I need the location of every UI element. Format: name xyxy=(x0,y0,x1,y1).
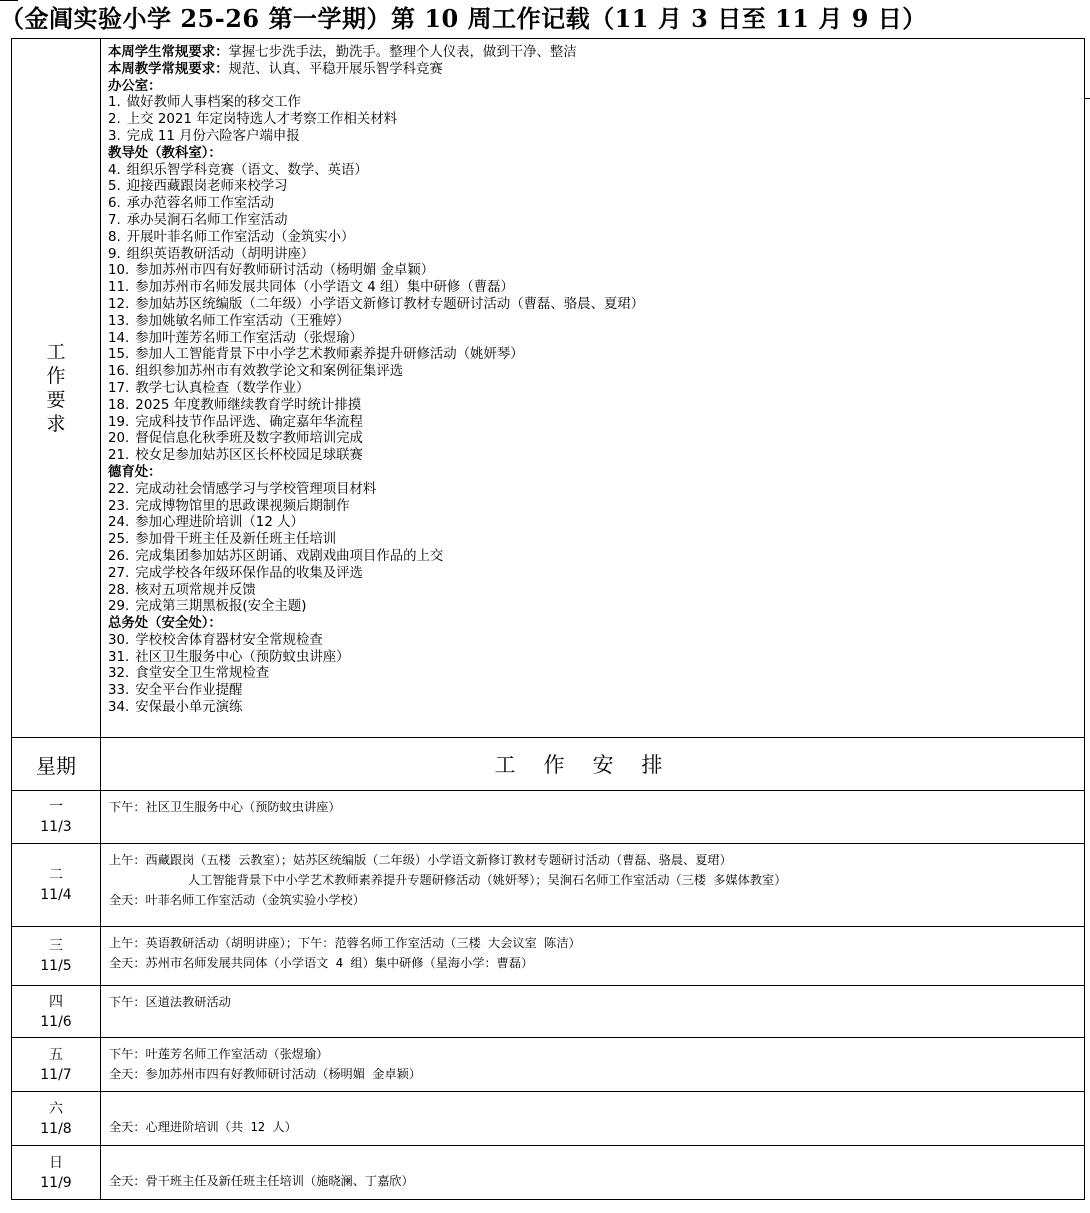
day-plan xyxy=(101,1146,1085,1200)
item-text: 社区卫生服务中心（预防蚊虫讲座） xyxy=(135,649,350,665)
requirement-item xyxy=(108,431,1078,448)
plan-line: 上午：西藏跟岗（五楼 云教室）；姑苏区统编版（二年级）小学语文新修订教材专题研讨活动（曹磊、骆晨、夏珺） xyxy=(109,853,732,867)
day-plan xyxy=(101,791,1085,844)
item-number: 31. xyxy=(108,649,130,665)
date: 11/9 xyxy=(40,1174,72,1191)
item-number: 33. xyxy=(108,683,130,699)
plan-line: 下午：社区卫生服务中心（预防蚊虫讲座） xyxy=(109,800,341,814)
item-number: 2. xyxy=(108,112,121,128)
requirements-body xyxy=(101,39,1085,738)
item-text: 参加人工智能背景下中小学艺术教师素养提升研修活动（姚妍琴） xyxy=(135,347,524,363)
requirement-item xyxy=(108,213,1078,230)
day-cell xyxy=(12,791,101,844)
weekday: 四 xyxy=(49,993,63,1010)
day-cell xyxy=(12,1038,101,1092)
section-heading xyxy=(108,465,1078,482)
label-char: 工 xyxy=(46,341,66,363)
item-text: 参加苏州市名师发展共同体（小学语文 4 组）集中研修（曹磊） xyxy=(135,280,514,296)
requirement-item xyxy=(108,179,1078,196)
item-text: 完成集团参加姑苏区朗诵、戏剧戏曲项目作品的上交 xyxy=(135,548,444,564)
day-plan xyxy=(101,986,1085,1038)
day-cell xyxy=(12,1092,101,1146)
item-number: 1. xyxy=(108,95,121,111)
item-number: 19. xyxy=(108,414,130,430)
plan-line: 上午：英语教研活动（胡明讲座）；下午：范蓉名师工作室活动（三楼 大会议室 陈洁） xyxy=(109,936,581,950)
requirement-item xyxy=(108,196,1078,213)
plan-line: 全天：心理进阶培训（共 12 人） xyxy=(109,1120,297,1134)
requirement-item xyxy=(108,650,1078,667)
day-row xyxy=(12,1146,1085,1200)
item-number: 12. xyxy=(108,296,130,312)
teaching-text: 规范、认真、平稳开展乐智学科竞赛 xyxy=(228,61,443,77)
student-requirement xyxy=(108,45,1078,62)
requirement-item xyxy=(108,230,1078,247)
requirement-item xyxy=(108,666,1078,683)
item-text: 安全平台作业提醒 xyxy=(135,683,243,699)
date: 11/7 xyxy=(40,1066,72,1083)
item-text: 承办吴涧石名师工作室活动 xyxy=(126,212,288,228)
day-cell xyxy=(12,1146,101,1200)
requirements-label xyxy=(12,39,101,738)
requirement-item xyxy=(108,599,1078,616)
day-row xyxy=(12,1038,1085,1092)
label-char: 要 xyxy=(46,389,66,411)
requirement-item xyxy=(108,331,1078,348)
requirement-item xyxy=(108,448,1078,465)
item-number: 15. xyxy=(108,347,130,363)
student-text: 掌握七步洗手法，勤洗手。整理个人仪表，做到干净、整洁 xyxy=(228,45,577,60)
item-number: 23. xyxy=(108,498,130,514)
date: 11/4 xyxy=(40,887,72,903)
item-number: 16. xyxy=(108,364,130,380)
plan-line: 人工智能背景下中小学艺术教师素养提升专题研修活动（姚妍琴）；吴涧石名师工作室活动（三楼 多媒体教室） xyxy=(188,873,787,887)
requirement-item xyxy=(108,700,1078,717)
item-text: 组织英语教研活动（胡明讲座） xyxy=(126,246,315,262)
requirement-item xyxy=(108,247,1078,264)
item-text: 完成动社会情感学习与学校管理项目材料 xyxy=(135,481,377,497)
plan-line: 全天：叶菲名师工作室活动（金筑实验小学校） xyxy=(109,893,365,907)
page-title: （金阊实验小学 25-26 第一学期）第 10 周工作记载（11 月 3 日至 11 月 9 日） xyxy=(0,4,927,33)
plan-line: 下午：区道法教研活动 xyxy=(109,995,231,1009)
date: 11/8 xyxy=(40,1120,72,1137)
day-row xyxy=(12,927,1085,986)
item-number: 26. xyxy=(108,548,130,564)
requirement-item xyxy=(108,683,1078,700)
weekday-header: 星期 xyxy=(12,738,101,791)
item-text: 完成博物馆里的思政课视频后期制作 xyxy=(135,498,350,514)
item-number: 28. xyxy=(108,582,130,598)
requirement-item xyxy=(108,566,1078,583)
item-number: 22. xyxy=(108,481,130,497)
item-number: 34. xyxy=(108,700,130,716)
section-heading-text: 总务处（安全处）： xyxy=(108,616,222,632)
department-sections xyxy=(108,79,1078,717)
student-label: 本周学生常规要求： xyxy=(108,45,229,60)
requirement-item xyxy=(108,482,1078,499)
item-number: 3. xyxy=(108,128,121,144)
day-row xyxy=(12,791,1085,844)
section-heading xyxy=(108,79,1078,96)
day-plan xyxy=(101,927,1085,986)
requirement-item xyxy=(108,583,1078,600)
item-text: 2025 年度教师继续教育学时统计排摸 xyxy=(135,397,362,413)
item-number: 30. xyxy=(108,632,130,648)
item-number: 17. xyxy=(108,380,130,396)
day-cell xyxy=(12,844,101,927)
item-text: 学校校舍体育器材安全常规检查 xyxy=(135,632,323,648)
requirement-item xyxy=(108,532,1078,549)
work-record-table xyxy=(11,38,1085,1200)
item-text: 食堂安全卫生常规检查 xyxy=(135,666,270,682)
item-text: 校女足参加姑苏区区长杯校园足球联赛 xyxy=(135,448,363,464)
requirement-item xyxy=(108,549,1078,566)
plan-line: 全天：苏州市名师发展共同体（小学语文 4 组）集中研修（星海小学：曹磊） xyxy=(109,956,534,970)
requirement-item xyxy=(108,515,1078,532)
weekday: 日 xyxy=(49,1154,63,1171)
plan-line: 下午：叶莲芳名师工作室活动（张煜瑜） xyxy=(109,1047,329,1061)
requirement-item xyxy=(108,263,1078,280)
plan-line: 全天：骨干班主任及新任班主任培训（施晓澜、丁嘉欣） xyxy=(109,1174,414,1188)
item-number: 4. xyxy=(108,162,121,178)
requirement-item xyxy=(108,280,1078,297)
item-text: 教学七认真检查（数学作业） xyxy=(135,380,310,396)
requirement-item xyxy=(108,364,1078,381)
item-text: 开展叶菲名师工作室活动（金筑实小） xyxy=(126,229,355,245)
weekday: 二 xyxy=(49,867,63,883)
item-number: 29. xyxy=(108,599,130,615)
item-number: 24. xyxy=(108,515,130,531)
schedule-header-row xyxy=(12,738,1085,791)
requirement-item xyxy=(108,381,1078,398)
requirements-row xyxy=(12,39,1085,738)
item-text: 组织参加苏州市有效教学论文和案例征集评选 xyxy=(135,364,404,380)
weekday: 一 xyxy=(49,799,63,815)
item-number: 11. xyxy=(108,280,130,296)
day-plan xyxy=(101,844,1085,927)
item-text: 承办范蓉名师工作室活动 xyxy=(126,196,275,212)
day-plan xyxy=(101,1092,1085,1146)
requirement-item xyxy=(108,415,1078,432)
section-heading-text: 德育处： xyxy=(108,464,162,480)
item-text: 参加姚敏名师工作室活动（王雅婷） xyxy=(135,313,350,329)
day-plan xyxy=(101,1038,1085,1092)
item-text: 参加姑苏区统编版（二年级）小学语文新修订教材专题研讨活动（曹磊、骆晨、夏珺） xyxy=(135,296,645,312)
item-number: 21. xyxy=(108,448,130,464)
item-text: 完成科技节作品评选、确定嘉年华流程 xyxy=(135,414,363,430)
item-number: 20. xyxy=(108,431,130,447)
item-text: 迎接西藏跟岗老师来校学习 xyxy=(126,179,288,195)
item-number: 5. xyxy=(108,179,121,195)
item-number: 25. xyxy=(108,532,130,548)
section-heading xyxy=(108,616,1078,633)
requirement-item xyxy=(108,633,1078,650)
day-cell xyxy=(12,927,101,986)
teaching-requirement xyxy=(108,62,1078,79)
item-text: 做好教师人事档案的移交工作 xyxy=(126,95,301,111)
item-text: 核对五项常规并反馈 xyxy=(135,582,256,598)
requirement-item xyxy=(108,398,1078,415)
item-text: 完成第三期黑板报(安全主题) xyxy=(135,599,307,615)
date: 11/6 xyxy=(40,1013,72,1030)
item-text: 参加骨干班主任及新任班主任培训 xyxy=(135,532,337,548)
item-number: 18. xyxy=(108,397,130,413)
item-number: 9. xyxy=(108,246,121,262)
item-number: 14. xyxy=(108,330,130,346)
item-number: 6. xyxy=(108,196,121,212)
section-heading-text: 办公室： xyxy=(108,78,162,94)
item-number: 10. xyxy=(108,263,130,279)
requirement-item xyxy=(108,129,1078,146)
item-text: 上交 2021 年定岗特选人才考察工作相关材料 xyxy=(126,112,398,128)
item-text: 组织乐智学科竞赛（语文、数学、英语） xyxy=(126,162,368,178)
day-row xyxy=(12,986,1085,1038)
requirement-item xyxy=(108,163,1078,180)
requirement-item xyxy=(108,297,1078,314)
item-number: 13. xyxy=(108,313,130,329)
requirement-item xyxy=(108,112,1078,129)
weekday: 六 xyxy=(49,1100,63,1117)
plan-header: 工作安排 xyxy=(101,738,1085,791)
day-cell xyxy=(12,986,101,1038)
requirement-item xyxy=(108,314,1078,331)
item-text: 参加苏州市四有好教师研讨活动（杨明媚 金卓颖） xyxy=(135,263,435,279)
label-char: 求 xyxy=(46,413,66,435)
day-row xyxy=(12,1092,1085,1146)
requirement-item xyxy=(108,499,1078,516)
item-text: 参加叶莲芳名师工作室活动（张煜瑜） xyxy=(135,330,363,346)
requirement-item xyxy=(108,95,1078,112)
item-number: 32. xyxy=(108,666,130,682)
weekday: 三 xyxy=(49,938,63,954)
item-number: 8. xyxy=(108,229,121,245)
item-text: 完成 11 月份六险客户端申报 xyxy=(126,128,300,144)
item-number: 7. xyxy=(108,212,121,228)
requirement-item xyxy=(108,347,1078,364)
item-text: 参加心理进阶培训（12 人） xyxy=(135,515,304,531)
date: 11/5 xyxy=(40,958,72,974)
label-char: 作 xyxy=(46,365,66,387)
weekday: 五 xyxy=(49,1046,63,1063)
section-heading xyxy=(108,146,1078,163)
plan-line: 全天：参加苏州市四有好教师研讨活动（杨明媚 金卓颖） xyxy=(109,1067,422,1081)
teaching-label: 本周教学常规要求： xyxy=(108,61,229,77)
item-text: 安保最小单元演练 xyxy=(135,700,243,716)
date: 11/3 xyxy=(40,819,72,835)
day-row xyxy=(12,844,1085,927)
item-number: 27. xyxy=(108,565,130,581)
section-heading-text: 教导处（教科室）： xyxy=(108,145,222,161)
item-text: 督促信息化秋季班及数字教师培训完成 xyxy=(135,431,363,447)
item-text: 完成学校各年级环保作品的收集及评选 xyxy=(135,565,363,581)
